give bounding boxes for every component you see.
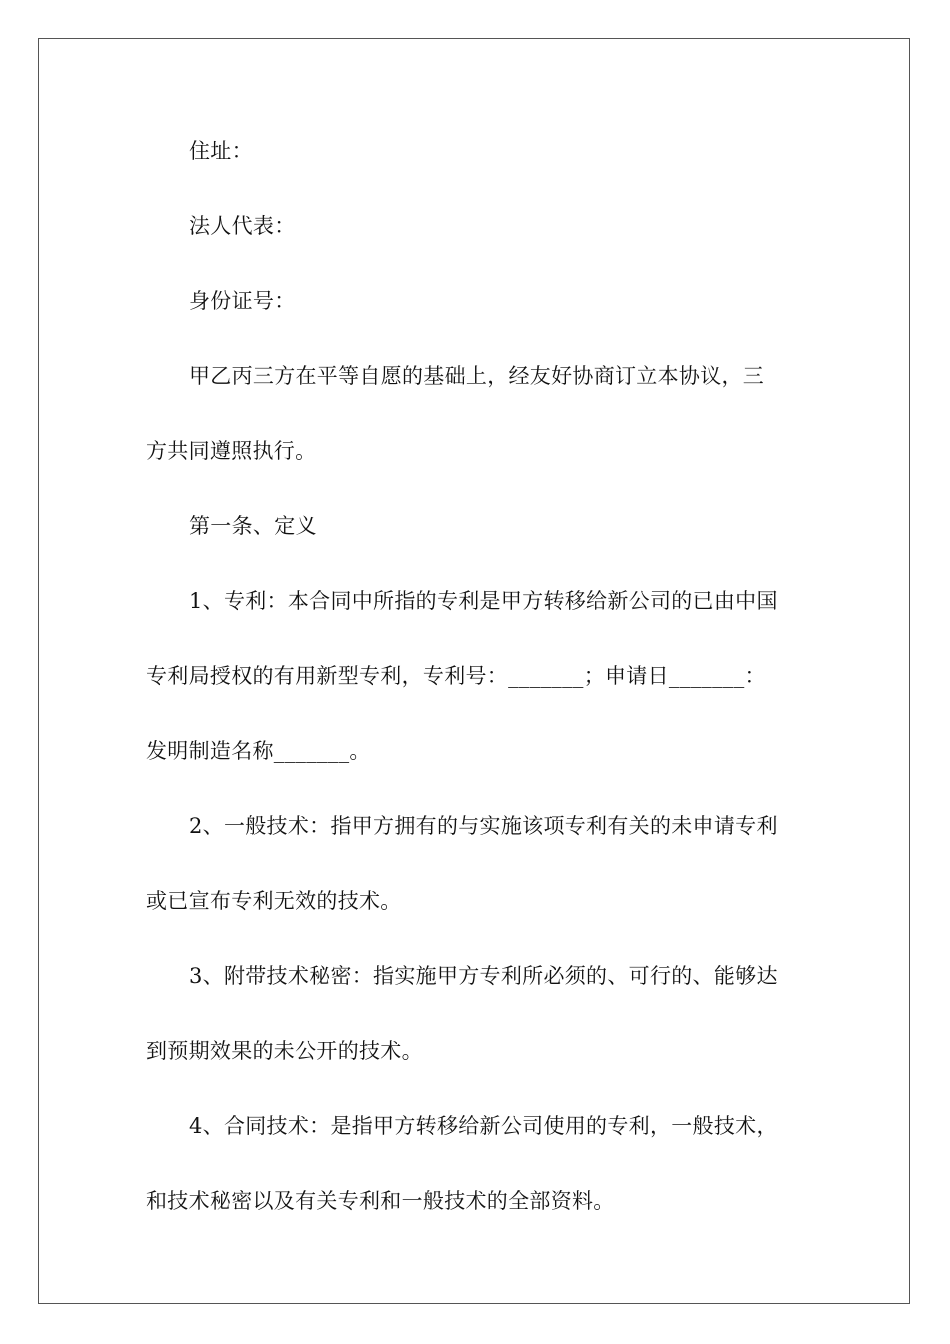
- article-1-heading: 第一条、定义: [189, 514, 317, 538]
- definition-1-line-2: 专利局授权的有用新型专利，专利号：_______；申请日_______：: [146, 664, 766, 688]
- definition-3-line-1: 3、附带技术秘密：指实施甲方专利所必须的、可行的、能够达: [189, 964, 778, 988]
- definition-3-line-2: 到预期效果的未公开的技术。: [146, 1039, 423, 1063]
- address-label: 住址：: [189, 139, 253, 163]
- legal-representative-label: 法人代表：: [189, 214, 296, 238]
- definition-2-line-2: 或已宣布专利无效的技术。: [146, 889, 402, 913]
- definition-4-line-1: 4、合同技术：是指甲方转移给新公司使用的专利，一般技术，: [189, 1114, 778, 1138]
- definition-2-line-1: 2、一般技术：指甲方拥有的与实施该项专利有关的未申请专利: [189, 814, 778, 838]
- definition-4-line-2: 和技术秘密以及有关专利和一般技术的全部资料。: [146, 1189, 615, 1213]
- preamble-line-2: 方共同遵照执行。: [146, 439, 317, 463]
- preamble-line-1: 甲乙丙三方在平等自愿的基础上，经友好协商订立本协议，三: [189, 364, 765, 388]
- definition-1-line-3: 发明制造名称_______。: [146, 739, 371, 763]
- definition-1-line-1: 1、专利：本合同中所指的专利是甲方转移给新公司的已由中国: [189, 589, 778, 613]
- id-number-label: 身份证号：: [189, 289, 296, 313]
